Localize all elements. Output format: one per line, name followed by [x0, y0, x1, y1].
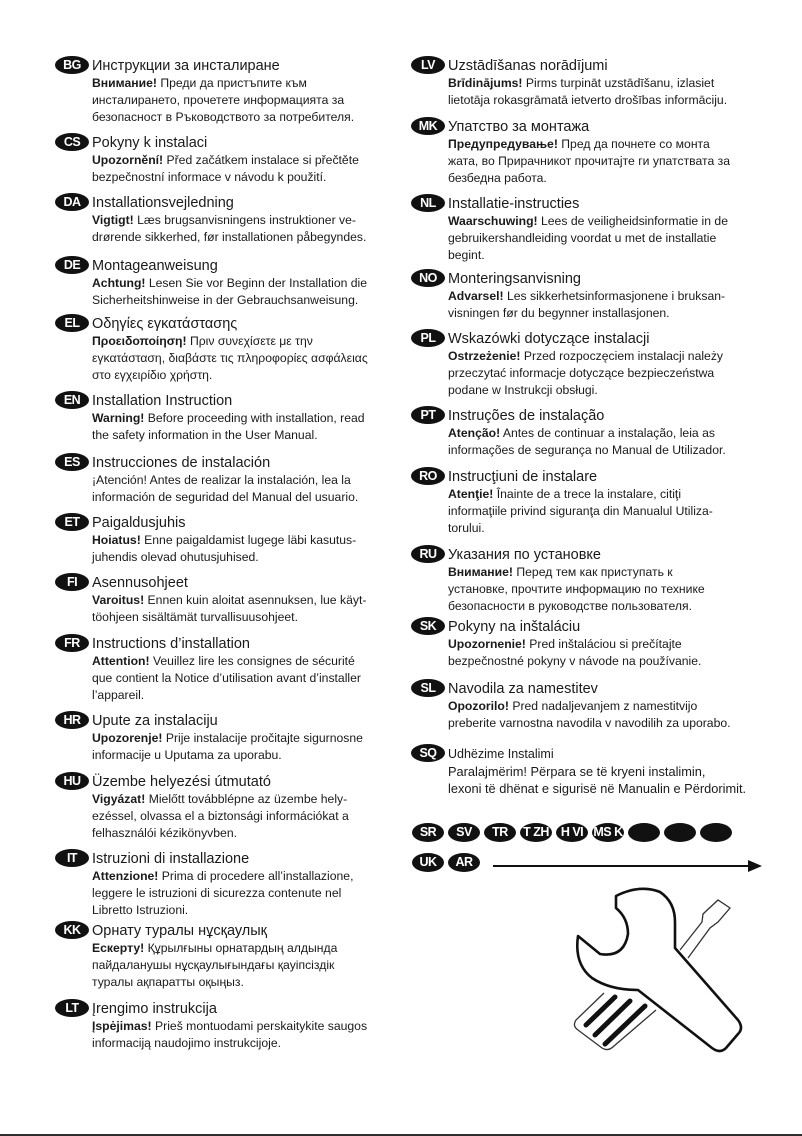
entry-body: [92, 75, 402, 126]
entry-title: Installatie-instructies: [448, 196, 580, 212]
warning-label: Ескерту!: [92, 941, 145, 955]
entry-body: [92, 532, 402, 566]
language-badge-icon: SV: [448, 823, 480, 842]
entry-title: Įrengimo instrukcija: [92, 1001, 217, 1017]
entry-title: Wskazówki dotyczące instalacji: [448, 331, 650, 347]
entry-title: Montageanweisung: [92, 258, 218, 274]
entry-text: preberite varnostna navodila v navodilih za uporabo.: [448, 716, 731, 730]
warning-label: Προειδοποίηση!: [92, 334, 187, 348]
language-badge-icon: HR: [55, 711, 89, 729]
entry-body: [448, 288, 778, 322]
entry-body-line: [448, 230, 778, 247]
language-badge-icon: EN: [55, 391, 89, 409]
entry-body-line: [448, 305, 778, 322]
entry-text: the safety information in the User Manual.: [92, 428, 318, 442]
entry-body-line: [92, 152, 402, 169]
entry-body-line: [448, 425, 778, 442]
language-badge-icon: [700, 823, 732, 842]
entry-title: Указания по установке: [448, 547, 601, 563]
warning-label: Opozorilo!: [448, 699, 509, 713]
entry-body-line: [92, 791, 402, 808]
entry-body-line: [448, 581, 778, 598]
entry-body-line: [92, 367, 402, 384]
warning-label: Upozorenje!: [92, 731, 163, 745]
language-badge-row-1: [412, 823, 736, 842]
entry-body-line: [448, 442, 778, 459]
language-badge-icon: SR: [412, 823, 444, 842]
entry-body-line: [92, 169, 402, 186]
language-badge-icon: FR: [55, 634, 89, 652]
entry-text: пайдаланушы нұсқаулығындағы қауіпсіздік: [92, 958, 335, 972]
warning-label: Предупредување!: [448, 137, 558, 151]
entry-body-line: [448, 365, 778, 382]
language-badge-icon: T ZH: [520, 823, 552, 842]
warning-label: Atenţie!: [448, 487, 494, 501]
entry-body-line: [92, 1018, 402, 1035]
language-badge-icon: PL: [411, 329, 445, 347]
entry-text: Lesen Sie vor Beginn der Installation die: [148, 276, 368, 290]
entry-body-line: [448, 763, 778, 780]
entry-text: Antes de continuar a instalação, leia as: [502, 426, 715, 440]
entry-body-line: [92, 532, 402, 549]
entry-body: [448, 136, 778, 187]
entry-body: [448, 486, 778, 537]
entry-text: Sicherheitshinweise in der Gebrauchsanweisung.: [92, 293, 359, 307]
entry-title: Asennusohjeet: [92, 575, 188, 591]
entry-body-line: [448, 520, 778, 537]
entry-text: bezpečnostní informace v návodu k použití.: [92, 170, 327, 184]
entry-body-line: [448, 598, 778, 615]
warning-label: Atenção!: [448, 426, 501, 440]
entry-text: Mielőtt továbblépne az üzembe hely-: [148, 792, 348, 806]
entry-title: Istruzioni di installazione: [92, 851, 250, 867]
entry-title: Οδηγίες εγκατάστασης: [92, 316, 238, 332]
entry-body-line: [92, 229, 402, 246]
entry-body: [92, 791, 402, 842]
entry-body-line: [92, 825, 402, 842]
warning-label: Upozornenie!: [448, 637, 526, 651]
entry-text: información de seguridad del Manual del usuario.: [92, 490, 359, 504]
entry-body: [92, 275, 402, 309]
entry-body-line: [92, 687, 402, 704]
entry-text: Преди да пристъпите към: [160, 76, 307, 90]
language-badge-icon: FI: [55, 573, 89, 591]
entry-title: Üzembe helyezési útmutató: [92, 774, 271, 790]
warning-label: Advarsel!: [448, 289, 504, 303]
entry-text: Prieš montuodami perskaitykite saugos: [155, 1019, 368, 1033]
entry-body: [92, 472, 402, 506]
entry-body-line: [92, 609, 402, 626]
warning-label: Attention!: [92, 654, 150, 668]
entry-text: drørende sikkerhed, før installationen påbegyndes.: [92, 230, 367, 244]
entry-body-line: [92, 868, 402, 885]
entry-text: Enne paigaldamist lugege läbi kasutus-: [144, 533, 357, 547]
language-badge-icon: UK: [412, 853, 444, 872]
language-badge-icon: LV: [411, 56, 445, 74]
entry-body-line: [448, 780, 778, 797]
entry-text: begint.: [448, 248, 485, 262]
entry-title: Installationsvejledning: [92, 195, 234, 211]
entry-text: informaciją naudojimo instrukcijoje.: [92, 1036, 281, 1050]
entry-text: туралы ақпаратты оқыңыз.: [92, 975, 244, 989]
entry-title: Monteringsanvisning: [448, 271, 581, 287]
entry-title: Instrucţiuni de instalare: [448, 469, 598, 485]
warning-label: Внимание!: [92, 76, 157, 90]
entry-text: Paralajmërim! Përpara se të kryeni instalimin,: [448, 764, 706, 779]
entry-text: στο εγχειρίδιο χρήστη.: [92, 368, 213, 382]
wrench-and-screwdriver-icon: [520, 870, 780, 1070]
entry-text: инсталирането, прочетете информацията за: [92, 93, 345, 107]
language-badge-icon: EL: [55, 314, 89, 332]
entry-text: visningen før du begynner installasjonen.: [448, 306, 670, 320]
entry-body-line: [92, 670, 402, 687]
entry-text: l’appareil.: [92, 688, 145, 702]
entry-body-line: [448, 715, 778, 732]
warning-label: Vigtigt!: [92, 213, 134, 227]
entry-body: [92, 1018, 402, 1052]
entry-text: bezpečnostné pokyny v návode na používanie.: [448, 654, 702, 668]
language-badge-icon: RO: [411, 467, 445, 485]
entry-body: [448, 213, 778, 264]
entry-body: [448, 348, 778, 399]
entry-text: εγκατάσταση, διαβάστε τις πληροφορίες ασφάλειας: [92, 351, 368, 365]
entry-title: Instruções de instalação: [448, 408, 605, 424]
entry-body-line: [92, 1035, 402, 1052]
entry-body-line: [92, 957, 402, 974]
entry-title: Instructions d’installation: [92, 636, 250, 652]
entry-body-line: [448, 92, 778, 109]
entry-body-line: [92, 75, 402, 92]
entry-body-line: [448, 75, 778, 92]
entry-text: podane w Instrukcji obsługi.: [448, 383, 598, 397]
entry-text: Before proceeding with installation, read: [147, 411, 365, 425]
entry-body-line: [92, 350, 402, 367]
entry-body-line: [448, 636, 778, 653]
entry-text: que contient la Notice d’utilisation avant d’installer: [92, 671, 361, 685]
language-badge-icon: NO: [411, 269, 445, 287]
language-badge-icon: AR: [448, 853, 480, 872]
language-badge-icon: H VI: [556, 823, 588, 842]
language-badge-row-2: [412, 853, 484, 872]
entry-title: Navodila za namestitev: [448, 681, 598, 697]
language-badge-icon: PT: [411, 406, 445, 424]
entry-body-line: [448, 382, 778, 399]
entry-text: informações de segurança no Manual de Utilizador.: [448, 443, 726, 457]
entry-text: установке, прочтите информацию по технике: [448, 582, 705, 596]
entry-body-line: [92, 427, 402, 444]
entry-body: [92, 940, 402, 991]
language-badge-icon: SK: [411, 617, 445, 635]
entry-text: Құрылғыны орнатардың алдында: [147, 941, 338, 955]
entry-text: juhendis olevad ohutusjuhised.: [92, 550, 259, 564]
entry-text: Înainte de a trece la instalare, citiţi: [496, 487, 682, 501]
entry-body: [92, 333, 402, 384]
entry-body: [448, 636, 778, 670]
entry-text: Pred inštaláciou si prečítajte: [529, 637, 682, 651]
entry-text: Перед тем как приступать к: [516, 565, 673, 579]
language-badge-icon: SQ: [411, 744, 445, 762]
language-badge-icon: BG: [55, 56, 89, 74]
entry-text: töohjeen sisältämät turvallisuusohjeet.: [92, 610, 298, 624]
entry-text: ¡Atención! Antes de realizar la instalación, lea la: [92, 473, 351, 487]
language-badge-icon: IT: [55, 849, 89, 867]
warning-label: Įspėjimas!: [92, 1019, 152, 1033]
language-badge-icon: [664, 823, 696, 842]
warning-label: Varoitus!: [92, 593, 145, 607]
warning-label: Waarschuwing!: [448, 214, 538, 228]
entry-body: [448, 698, 778, 732]
entry-body-line: [448, 503, 778, 520]
entry-text: Pred nadaljevanjem z namestitvijo: [512, 699, 698, 713]
entry-body-line: [92, 292, 402, 309]
entry-title: Paigaldusjuhis: [92, 515, 186, 531]
entry-title: Upute za instalaciju: [92, 713, 218, 729]
entry-body: [448, 425, 778, 459]
entry-body-line: [448, 288, 778, 305]
entry-body-line: [448, 653, 778, 670]
entry-text: lexoni të dhënat e sigurisë në Manualin e Përdorimit.: [448, 781, 747, 796]
entry-body: [92, 410, 402, 444]
entry-text: Libretto Istruzioni.: [92, 903, 189, 917]
entry-text: informaţiile privind siguranţa din Manualul Utiliza-: [448, 504, 713, 518]
entry-text: torului.: [448, 521, 485, 535]
entry-body: [92, 730, 402, 764]
entry-title: Pokyny na inštaláciu: [448, 619, 581, 635]
language-badge-icon: DE: [55, 256, 89, 274]
entry-body-line: [92, 333, 402, 350]
entry-text: Před začátkem instalace si přečtěte: [166, 153, 359, 167]
entry-title: Installation Instruction: [92, 393, 233, 409]
entry-body-line: [92, 549, 402, 566]
entry-title: Pokyny k instalaci: [92, 135, 208, 151]
entry-body-line: [92, 410, 402, 427]
warning-label: Upozornění!: [92, 153, 164, 167]
entry-body-line: [448, 136, 778, 153]
entry-body-line: [448, 486, 778, 503]
entry-body: [92, 653, 402, 704]
entry-body-line: [92, 730, 402, 747]
entry-text: felhasználói kézikönyvben.: [92, 826, 237, 840]
entry-body-line: [92, 212, 402, 229]
warning-label: Brīdinājums!: [448, 76, 523, 90]
entry-text: ezéssel, olvassa el a biztonsági információkat a: [92, 809, 349, 823]
entry-title: Инструкции за инсталиране: [92, 58, 280, 74]
entry-body-line: [92, 747, 402, 764]
language-badge-icon: LT: [55, 999, 89, 1017]
entry-title: Udhëzime Instalimi: [448, 747, 554, 761]
language-badge-icon: RU: [411, 545, 445, 563]
entry-body-line: [92, 472, 402, 489]
entry-text: Lees de veiligheidsinformatie in de: [541, 214, 728, 228]
language-badge-icon: SL: [411, 679, 445, 697]
language-badge-icon: TR: [484, 823, 516, 842]
entry-body-line: [92, 109, 402, 126]
entry-text: Prima di procedere all’installazione,: [161, 869, 354, 883]
entry-body-line: [448, 213, 778, 230]
entry-text: gebruikershandleiding voordat u met de installatie: [448, 231, 717, 245]
entry-body-line: [92, 653, 402, 670]
language-badge-icon: NL: [411, 194, 445, 212]
language-badge-icon: ET: [55, 513, 89, 531]
entry-title: Орнату туралы нұсқаулық: [92, 923, 268, 939]
entry-text: informacije u Uputama za uporabu.: [92, 748, 282, 762]
entry-text: Przed rozpoczęciem instalacji należy: [523, 349, 724, 363]
entry-body-line: [92, 592, 402, 609]
entry-body-line: [448, 247, 778, 264]
entry-title: Uzstādīšanas norādījumi: [448, 58, 608, 74]
entry-body: [92, 868, 402, 919]
entry-body-line: [448, 564, 778, 581]
entry-text: Les sikkerhetsinformasjonene i bruksan-: [506, 289, 726, 303]
entry-text: Пред да почнете со монта: [561, 137, 710, 151]
language-badge-icon: MS K: [592, 823, 624, 842]
entry-body: [92, 152, 402, 186]
warning-label: Внимание!: [448, 565, 513, 579]
entry-body-line: [448, 698, 778, 715]
entry-body-line: [92, 275, 402, 292]
warning-label: Vigyázat!: [92, 792, 146, 806]
warning-label: Ostrzeżenie!: [448, 349, 521, 363]
entry-body-line: [92, 902, 402, 919]
entry-title: Instrucciones de instalación: [92, 455, 271, 471]
entry-text: Prije instalacije pročitajte sigurnosne: [165, 731, 363, 745]
entry-text: безбедна работа.: [448, 171, 547, 185]
entry-body-line: [92, 940, 402, 957]
entry-text: przeczytać informacje dotyczące bezpieczeństwa: [448, 366, 715, 380]
entry-body-line: [92, 885, 402, 902]
entry-text: безопасност в Ръководството за потребителя.: [92, 110, 355, 124]
warning-label: Attenzione!: [92, 869, 159, 883]
entry-body: [448, 564, 778, 615]
entry-body: [92, 592, 402, 626]
entry-body: [448, 763, 778, 797]
warning-label: Hoiatus!: [92, 533, 141, 547]
entry-text: Veuillez lire les consignes de sécurité: [152, 654, 355, 668]
warning-label: Warning!: [92, 411, 145, 425]
language-badge-icon: MK: [411, 117, 445, 135]
entry-text: жата, во Прирачникот прочитајте ги упатствата за: [448, 154, 731, 168]
entry-body-line: [92, 808, 402, 825]
entry-text: Ennen kuin aloitat asennuksen, lue käyt-: [147, 593, 367, 607]
language-badge-icon: HU: [55, 772, 89, 790]
entry-text: Πριν συνεχίσετε με την: [189, 334, 313, 348]
warning-label: Achtung!: [92, 276, 146, 290]
entry-text: leggere le istruzioni di sicurezza contenute nel: [92, 886, 342, 900]
entry-body-line: [92, 92, 402, 109]
entry-text: Læs brugsanvisningens instruktioner ve-: [137, 213, 356, 227]
entry-body-line: [448, 153, 778, 170]
arrow-line: [493, 865, 750, 867]
entry-body-line: [92, 489, 402, 506]
language-badge-icon: KK: [55, 921, 89, 939]
entry-title: Упатство за монтажа: [448, 119, 590, 135]
language-badge-icon: ES: [55, 453, 89, 471]
language-badge-icon: [628, 823, 660, 842]
entry-text: lietotāja rokasgrāmatā ietverto drošības informāciju.: [448, 93, 728, 107]
language-badge-icon: DA: [55, 193, 89, 211]
entry-body-line: [448, 170, 778, 187]
entry-body: [448, 75, 778, 109]
entry-text: Pirms turpināt uzstādīšanu, izlasiet: [525, 76, 715, 90]
entry-text: безопасности в руководстве пользователя.: [448, 599, 692, 613]
entry-body-line: [92, 974, 402, 991]
entry-body: [92, 212, 402, 246]
entry-body-line: [448, 348, 778, 365]
language-badge-icon: CS: [55, 133, 89, 151]
